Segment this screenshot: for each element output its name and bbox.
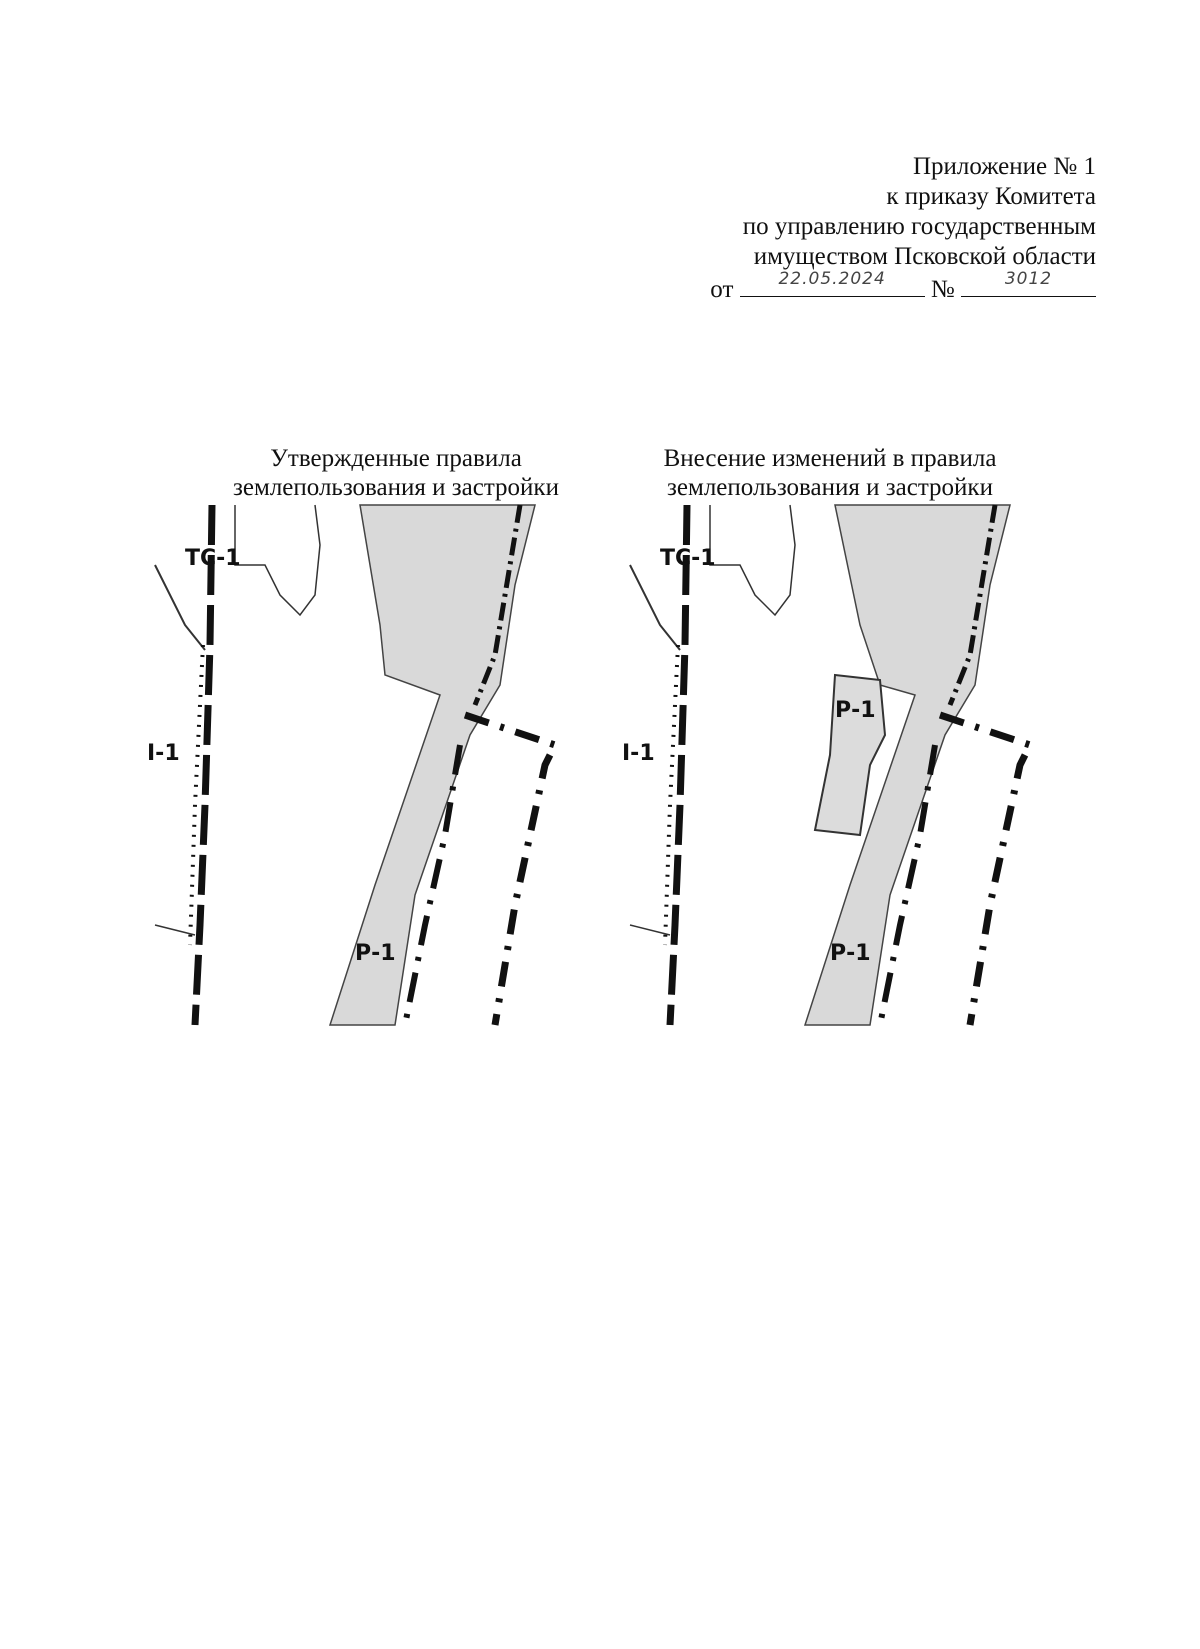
boundary-district [940,715,1030,1025]
annex-title: Приложение № 1 [912,153,1096,180]
annex-header [710,152,1096,305]
label-p1-new: Р-1 [835,698,876,723]
caption-approved-rules [186,444,606,502]
map-amended [622,505,1050,1025]
annex-region: имуществом Псковской области [753,243,1096,270]
label-tc1: ТС-1 [660,546,716,571]
handwritten-number: 3012 [1004,269,1053,289]
boundary-district [465,715,555,1025]
zone-outline-top [710,505,795,615]
number-sign: № [930,276,955,303]
date-field [740,269,925,297]
annex-order-ref: к приказу Комитета [886,183,1096,210]
label-i1: I-1 [622,741,655,766]
annex-committee: по управлению государственным [742,213,1096,240]
caption-amended-line1: Внесение изменений в правила [663,445,997,472]
annex-date-number-row [710,269,1096,305]
label-tc1: ТС-1 [185,546,241,571]
map-approved-drawing [147,505,575,1025]
number-field [961,269,1096,297]
from-label: от [710,276,734,303]
handwritten-date: 22.05.2024 [778,269,886,289]
caption-amended-rules [620,444,1040,502]
boundary-dotted [190,645,203,945]
boundary-dotted [665,645,678,945]
label-p1-bottom: Р-1 [355,941,396,966]
caption-approved-line2: землепользования и застройки [233,474,559,501]
map-approved [147,505,575,1025]
caption-approved-line1: Утвержденные правила [270,445,522,472]
label-p1-bottom: Р-1 [830,941,871,966]
label-i1: I-1 [147,741,180,766]
caption-amended-line2: землепользования и застройки [667,474,993,501]
zone-outline-left [155,565,205,650]
zone-outline-top [235,505,320,615]
zone-outline-left [630,565,680,650]
map-amended-drawing [622,505,1050,1025]
